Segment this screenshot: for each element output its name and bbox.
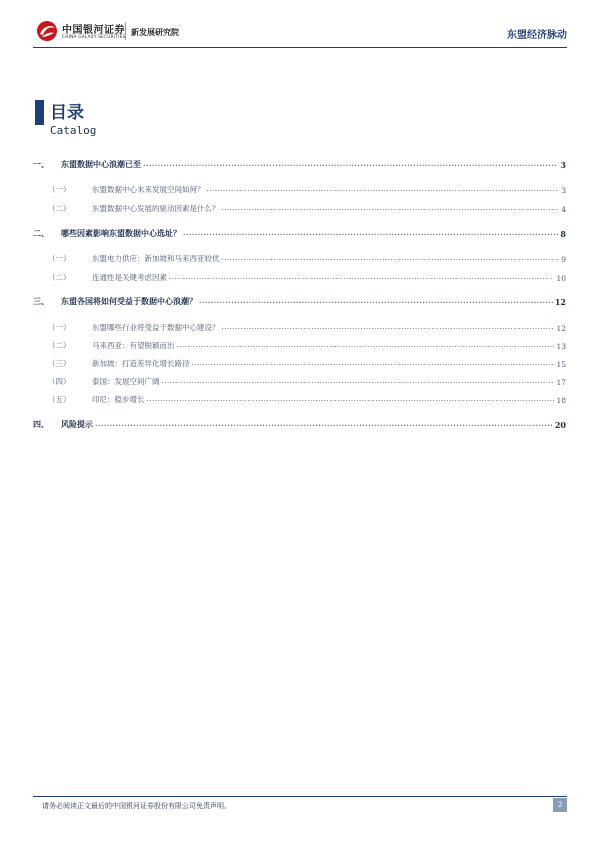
toc-entry-1[interactable] bbox=[33, 156, 566, 170]
toc-leader-dots bbox=[147, 392, 555, 405]
toc-leader-dots bbox=[207, 182, 560, 195]
toc-leader-dots bbox=[177, 338, 555, 351]
toc-leader-dots bbox=[222, 320, 555, 333]
toc-entry-3-1[interactable] bbox=[33, 319, 566, 333]
page-header bbox=[0, 0, 595, 50]
toc-entry-number: （四） bbox=[48, 377, 71, 386]
toc-entry-label: 东盟数据中心浪潮已至 bbox=[61, 159, 141, 169]
footer-divider bbox=[33, 796, 567, 797]
toc-entry-label: 东盟各国将如何受益于数据中心浪潮？ bbox=[61, 296, 197, 306]
toc-entry-label: 连通性是关键考虑因素 bbox=[92, 273, 167, 282]
page-number-badge: 2 bbox=[553, 798, 567, 812]
toc-entry-page: 18 bbox=[556, 396, 566, 405]
toc-leader-dots bbox=[199, 294, 553, 307]
toc-entry-page: 13 bbox=[556, 342, 566, 351]
toc-entry-page: 12 bbox=[554, 297, 566, 307]
toc-entry-page: 10 bbox=[556, 274, 566, 283]
toc-leader-dots bbox=[95, 417, 553, 430]
toc-leader-dots bbox=[192, 356, 555, 369]
institute-name: 新发展研究院 bbox=[131, 28, 179, 37]
toc-entry-label: 东盟哪些行业将受益于数据中心建设？ bbox=[92, 323, 220, 332]
toc-entry-label: 东盟电力供应：新加坡和马来西亚较优 bbox=[92, 254, 220, 263]
toc-entry-4[interactable] bbox=[33, 416, 566, 430]
toc-entry-number: （二） bbox=[48, 341, 71, 350]
toc-entry-2-1[interactable] bbox=[33, 250, 566, 264]
toc-entry-1-2[interactable] bbox=[33, 200, 566, 214]
toc-entry-label: 印尼：稳步增长 bbox=[92, 395, 145, 404]
toc-entry-number: 四、 bbox=[33, 419, 49, 429]
toc-entry-number: （二） bbox=[48, 273, 71, 282]
header-divider bbox=[33, 47, 567, 48]
toc-entry-number: 一、 bbox=[33, 159, 49, 169]
toc-entry-page: 12 bbox=[556, 324, 566, 333]
toc-leader-dots bbox=[143, 157, 558, 170]
toc-entry-number: 二、 bbox=[33, 228, 49, 238]
toc-entry-page: 4 bbox=[561, 205, 566, 214]
brand-name-en: CHINA GALAXY SECURITIES bbox=[62, 35, 126, 40]
toc-leader-dots bbox=[183, 226, 558, 239]
toc-leader-dots bbox=[222, 201, 560, 214]
toc-entry-2[interactable] bbox=[33, 225, 566, 239]
footer-disclaimer: 请务必阅读正文最后的中国银河证券股份有限公司免责声明。 bbox=[42, 802, 231, 810]
brand-name-cn: 中国银河证券 bbox=[62, 25, 125, 36]
toc-entry-label: 东盟数据中心发展的驱动因素是什么？ bbox=[92, 204, 220, 213]
toc-entry-number: 三、 bbox=[33, 296, 49, 306]
toc-entry-label: 泰国：发展空间广阔 bbox=[92, 377, 160, 386]
toc-entry-page: 3 bbox=[560, 160, 566, 170]
toc-entry-2-2[interactable] bbox=[33, 269, 566, 283]
toc-entry-label: 马来西亚：有望脱颖而出 bbox=[92, 341, 175, 350]
toc-entry-page: 8 bbox=[560, 229, 566, 239]
toc-entry-number: （一） bbox=[48, 185, 71, 194]
toc-entry-label: 风险提示 bbox=[61, 419, 93, 429]
galaxy-logo-icon bbox=[36, 20, 58, 42]
toc-entry-number: （二） bbox=[48, 204, 71, 213]
toc-title-en: Catalog bbox=[50, 124, 97, 137]
toc-entry-3[interactable] bbox=[33, 293, 566, 307]
toc-entry-number: （一） bbox=[48, 254, 71, 263]
toc-entry-page: 17 bbox=[556, 378, 566, 387]
toc-entry-3-4[interactable] bbox=[33, 373, 566, 387]
toc-entry-3-3[interactable] bbox=[33, 355, 566, 369]
toc-entry-number: （一） bbox=[48, 323, 71, 332]
toc-entry-number: （三） bbox=[48, 359, 71, 368]
brand-separator bbox=[125, 22, 126, 40]
toc-leader-dots bbox=[169, 270, 554, 283]
toc-entry-page: 3 bbox=[561, 186, 566, 195]
toc-leader-dots bbox=[162, 374, 555, 387]
title-accent-bar bbox=[35, 100, 44, 125]
toc-entry-page: 15 bbox=[556, 360, 566, 369]
report-series-title: 东盟经济脉动 bbox=[507, 30, 567, 41]
toc-leader-dots bbox=[222, 251, 560, 264]
toc-entry-1-1[interactable] bbox=[33, 181, 566, 195]
toc-title-cn: 目录 bbox=[50, 103, 84, 123]
toc-entry-label: 新加坡：打造差异化增长路径 bbox=[92, 359, 190, 368]
toc-entry-number: （五） bbox=[48, 395, 71, 404]
toc-entry-label: 东盟数据中心未来发展空间如何？ bbox=[92, 185, 205, 194]
toc-entry-3-5[interactable] bbox=[33, 391, 566, 405]
toc-entry-page: 9 bbox=[561, 255, 566, 264]
toc-entry-label: 哪些因素影响东盟数据中心选址？ bbox=[61, 228, 181, 238]
toc-entry-3-2[interactable] bbox=[33, 337, 566, 351]
toc-entry-page: 20 bbox=[554, 420, 566, 430]
